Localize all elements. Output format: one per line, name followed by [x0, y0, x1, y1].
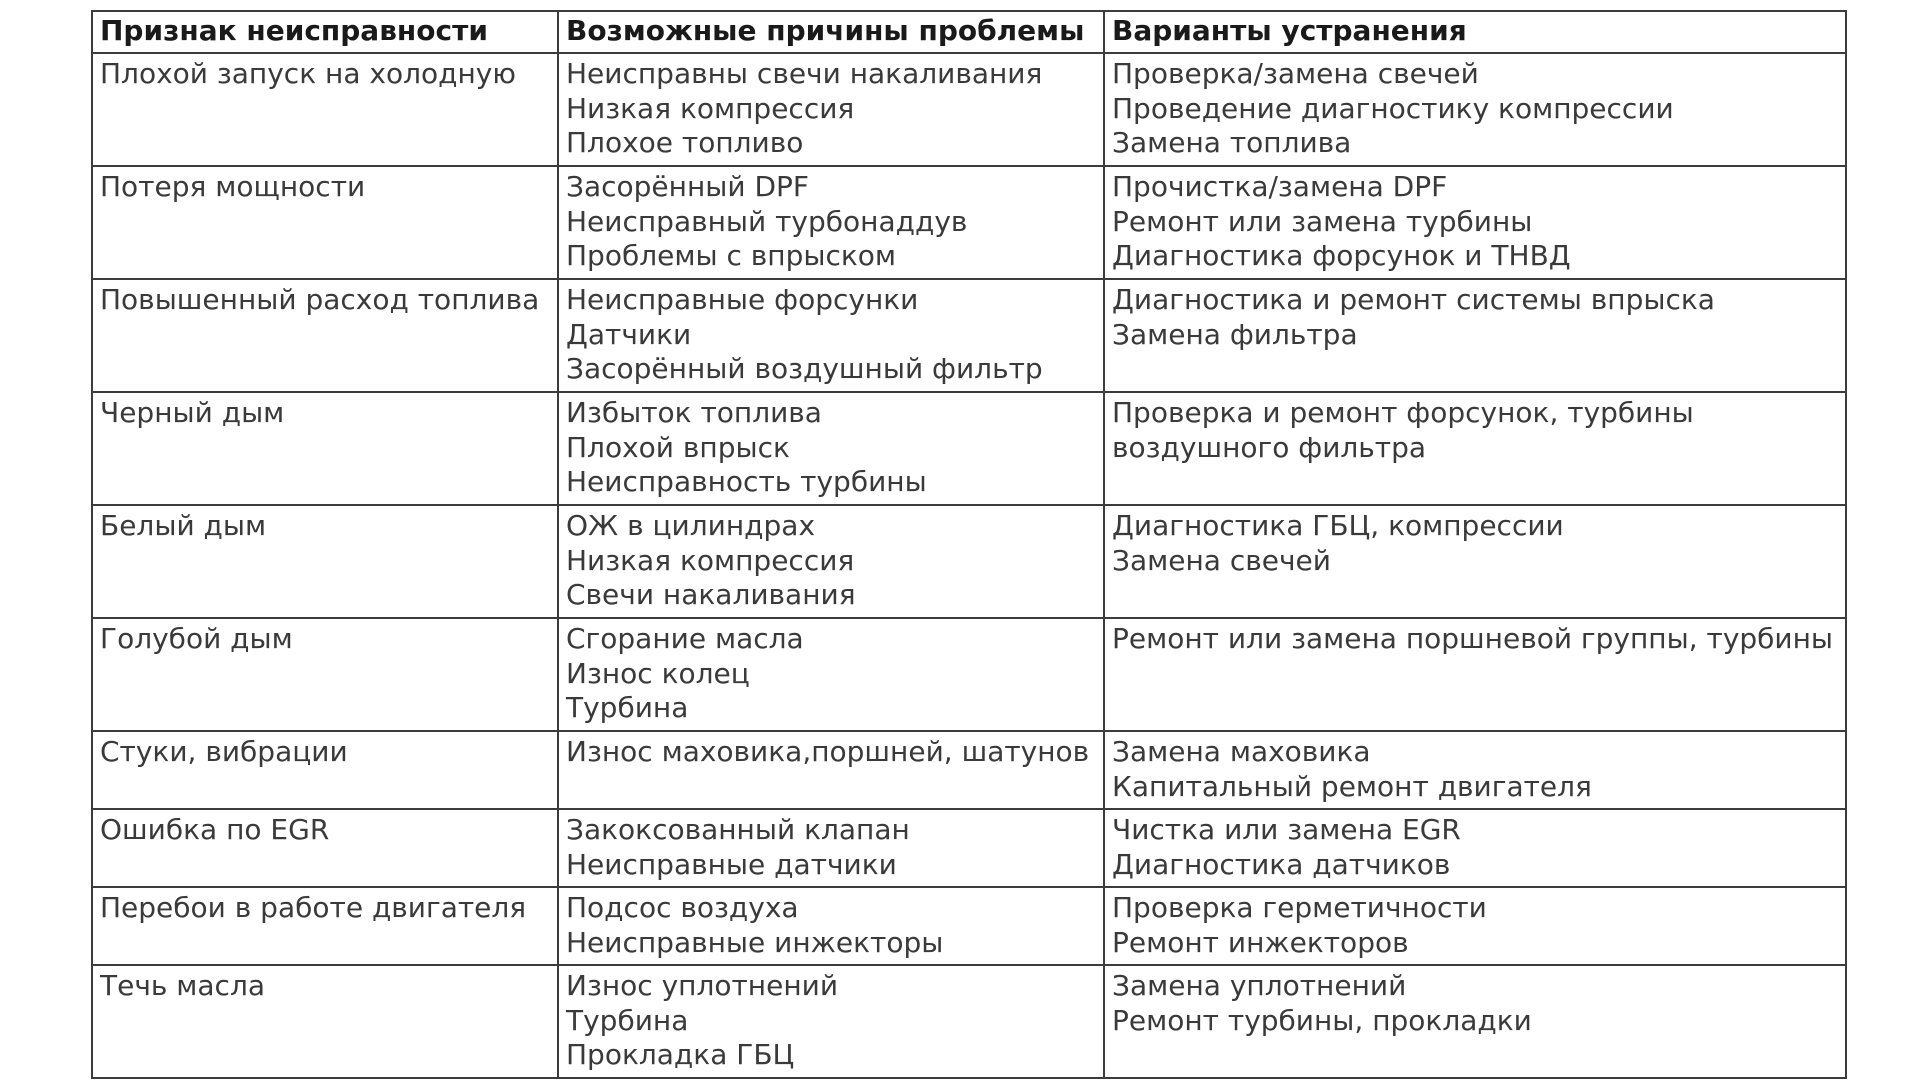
cause-line: Неисправны свечи накаливания: [566, 57, 1043, 90]
cell-symptom: [92, 279, 558, 392]
cell-causes: [558, 392, 1104, 505]
cause-line: Низкая компрессия: [566, 91, 855, 125]
cell-symptom: [92, 392, 558, 505]
fix-line: Замена уплотнений: [1112, 969, 1407, 1002]
cell-fixes: [1104, 53, 1846, 166]
cause-line: ОЖ в цилиндрах: [566, 509, 816, 542]
cell-fixes: [1104, 166, 1846, 279]
fix-line: Диагностика ГБЦ, компрессии: [1112, 509, 1564, 542]
cause-line: Закоксованный клапан: [566, 813, 910, 846]
fix-line: Прочистка/замена DPF: [1112, 170, 1448, 203]
header-fixes: Варианты устранения: [1104, 11, 1846, 53]
cause-line: Неисправный турбонаддув: [566, 204, 968, 238]
fix-line: воздушного фильтра: [1112, 430, 1427, 464]
cell-fixes: [1104, 392, 1846, 505]
cell-causes: [558, 965, 1104, 1078]
cause-line: Подсос воздуха: [566, 891, 799, 924]
fix-line: Замена фильтра: [1112, 317, 1358, 351]
cell-causes: [558, 618, 1104, 731]
symptom-text: Перебои в работе двигателя: [100, 891, 527, 924]
cell-causes: [558, 505, 1104, 618]
cause-line: Турбина: [566, 691, 689, 724]
cause-line: Прокладка ГБЦ: [566, 1038, 795, 1071]
cell-causes: [558, 809, 1104, 887]
cell-symptom: [92, 809, 558, 887]
fix-line: Ремонт турбины, прокладки: [1112, 1003, 1532, 1037]
cause-line: Износ уплотнений: [566, 969, 839, 1002]
table-header: [92, 11, 1846, 53]
cell-symptom: [92, 505, 558, 618]
cell-fixes: [1104, 618, 1846, 731]
cell-symptom: [92, 731, 558, 809]
cell-causes: [558, 279, 1104, 392]
cell-symptom: [92, 618, 558, 731]
table-body: [92, 53, 1846, 1078]
table-row: [92, 618, 1846, 731]
cause-line: Плохой впрыск: [566, 430, 790, 464]
cell-causes: [558, 166, 1104, 279]
symptom-text: Потеря мощности: [100, 170, 366, 203]
table-row: [92, 166, 1846, 279]
fix-line: Проверка/замена свечей: [1112, 57, 1479, 90]
table-row: [92, 392, 1846, 505]
fix-line: Диагностика датчиков: [1112, 847, 1451, 881]
cell-fixes: [1104, 731, 1846, 809]
cell-causes: [558, 887, 1104, 965]
symptom-text: Ошибка по EGR: [100, 813, 330, 846]
cause-line: Неисправные датчики: [566, 847, 897, 881]
fix-line: Ремонт или замена поршневой группы, турбины: [1112, 622, 1834, 655]
cell-symptom: [92, 965, 558, 1078]
symptom-text: Черный дым: [100, 396, 285, 429]
cell-symptom: [92, 53, 558, 166]
symptom-text: Плохой запуск на холодную: [100, 57, 516, 90]
cell-fixes: [1104, 279, 1846, 392]
fix-line: Замена маховика: [1112, 735, 1371, 768]
table-row: [92, 505, 1846, 618]
table-row: [92, 731, 1846, 809]
cause-line: Износ колец: [566, 656, 750, 690]
table-row: [92, 53, 1846, 166]
header-symptom: Признак неисправности: [92, 11, 558, 53]
cause-line: Свечи накаливания: [566, 578, 856, 611]
table-row: [92, 809, 1846, 887]
cause-line: Избыток топлива: [566, 396, 822, 429]
table-row: [92, 279, 1846, 392]
cause-line: Датчики: [566, 317, 692, 351]
symptom-text: Стуки, вибрации: [100, 735, 348, 768]
symptom-text: Белый дым: [100, 509, 267, 542]
symptom-text: Голубой дым: [100, 622, 293, 655]
cause-line: Неисправность турбины: [566, 465, 927, 498]
cause-line: Турбина: [566, 1003, 689, 1037]
header-row: [92, 11, 1846, 53]
cause-line: Сгорание масла: [566, 622, 804, 655]
cause-line: Низкая компрессия: [566, 543, 855, 577]
cause-line: Засорённый DPF: [566, 170, 810, 203]
fix-line: Диагностика и ремонт системы впрыска: [1112, 283, 1715, 316]
cause-line: Засорённый воздушный фильтр: [566, 352, 1043, 385]
fault-table: [91, 10, 1847, 1079]
cause-line: Неисправные инжекторы: [566, 925, 944, 959]
fix-line: Проверка и ремонт форсунок, турбины: [1112, 396, 1694, 429]
fix-line: Замена топлива: [1112, 126, 1352, 159]
cell-symptom: [92, 887, 558, 965]
symptom-text: Повышенный расход топлива: [100, 283, 540, 316]
cell-fixes: [1104, 505, 1846, 618]
fix-line: Проведение диагностику компрессии: [1112, 91, 1674, 125]
cell-fixes: [1104, 887, 1846, 965]
fix-line: Капитальный ремонт двигателя: [1112, 769, 1592, 803]
fix-line: Ремонт или замена турбины: [1112, 204, 1533, 238]
cause-line: Неисправные форсунки: [566, 283, 919, 316]
cell-fixes: [1104, 965, 1846, 1078]
table-row: [92, 965, 1846, 1078]
fix-line: Чистка или замена EGR: [1112, 813, 1461, 846]
cell-symptom: [92, 166, 558, 279]
fix-line: Диагностика форсунок и ТНВД: [1112, 239, 1571, 272]
fix-line: Ремонт инжекторов: [1112, 925, 1409, 959]
cause-line: Проблемы с впрыском: [566, 239, 897, 272]
cell-causes: [558, 731, 1104, 809]
fix-line: Замена свечей: [1112, 543, 1331, 577]
symptom-text: Течь масла: [100, 969, 266, 1002]
fix-line: Проверка герметичности: [1112, 891, 1487, 924]
cell-fixes: [1104, 809, 1846, 887]
cell-causes: [558, 53, 1104, 166]
table-row: [92, 887, 1846, 965]
header-causes: Возможные причины проблемы: [558, 11, 1104, 53]
cause-line: Плохое топливо: [566, 126, 804, 159]
cause-line: Износ маховика,поршней, шатунов: [566, 735, 1090, 768]
